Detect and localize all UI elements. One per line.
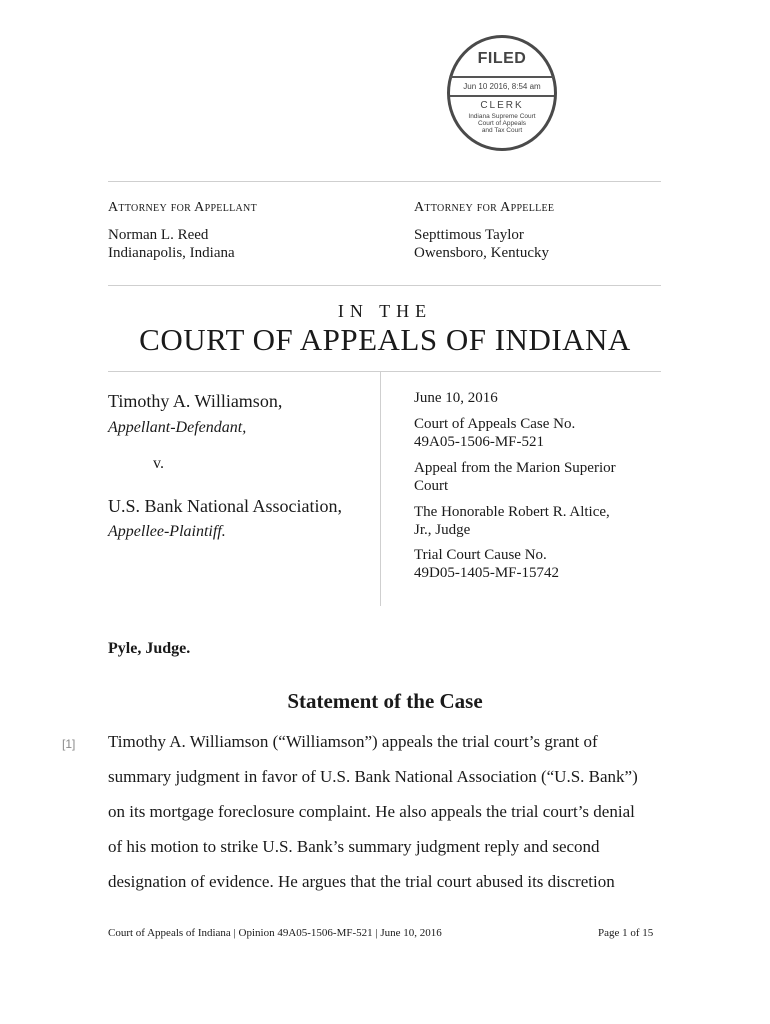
stamp-org-line: and Tax Court — [481, 127, 523, 134]
stamp-divider-bottom — [450, 95, 554, 97]
cause-number: 49D05-1405-MF-15742 — [414, 565, 559, 581]
appellant-attorney-location: Indianapolis, Indiana — [108, 245, 235, 261]
appellee-name: U.S. Bank National Association, — [108, 496, 342, 516]
section-heading: Statement of the Case — [287, 689, 483, 713]
decision-date: June 10, 2016 — [414, 390, 498, 406]
body-line: of his motion to strike U.S. Bank’s summary judgment reply and second — [108, 837, 600, 856]
appellant-role: Appellant-Defendant, — [108, 419, 247, 436]
appellee-attorney-location: Owensboro, Kentucky — [414, 245, 549, 261]
stamp-org-line: Court of Appeals — [477, 120, 527, 127]
caption-vertical-rule — [380, 372, 381, 606]
appellant-name: Timothy A. Williamson, — [108, 391, 283, 411]
appeal-from-line-2: Court — [414, 478, 449, 494]
opinion-author: Pyle, Judge. — [108, 640, 191, 657]
body-line: summary judgment in favor of U.S. Bank National Association (“U.S. Bank”) — [108, 767, 638, 786]
stamp-org-line: Indiana Supreme Court — [468, 113, 536, 120]
paragraph-number: [1] — [62, 737, 76, 751]
trial-judge-line-1: The Honorable Robert R. Altice, — [414, 504, 610, 520]
stamp-title: FILED — [477, 50, 527, 67]
trial-judge-line-2: Jr., Judge — [414, 522, 471, 538]
body-line: designation of evidence. He argues that the trial court abused its discretion — [108, 872, 615, 891]
versus: v. — [153, 455, 164, 472]
appellee-attorney-name: Septtimous Taylor — [414, 227, 524, 243]
divider-middle — [108, 285, 661, 286]
divider-top — [108, 181, 661, 182]
body-line: Timothy A. Williamson (“Williamson”) appeals the trial court’s grant of — [108, 732, 598, 751]
stamp-divider-top — [450, 76, 554, 78]
case-number-label: Court of Appeals Case No. — [414, 416, 576, 432]
case-number: 49A05-1506-MF-521 — [414, 434, 544, 450]
footer-citation: Court of Appeals of Indiana | Opinion 49A05-1506-MF-521 | June 10, 2016 — [108, 927, 442, 939]
appellant-attorney-heading: Attorney for Appellant — [108, 200, 257, 215]
body-line: on its mortgage foreclosure complaint. He also appeals the trial court’s denial — [108, 802, 635, 821]
court-name: COURT OF APPEALS OF INDIANA — [139, 322, 631, 357]
stamp-date: Jun 10 2016, 8:54 am — [463, 82, 541, 91]
stamp-clerk: CLERK — [480, 100, 524, 111]
court-preamble: IN THE — [337, 301, 433, 321]
appellant-attorney-name: Norman L. Reed — [108, 227, 209, 243]
cause-number-label: Trial Court Cause No. — [414, 547, 547, 563]
divider-caption — [108, 371, 661, 372]
stamp-org — [450, 113, 554, 134]
appeal-from-line-1: Appeal from the Marion Superior — [414, 460, 616, 476]
filed-stamp — [447, 35, 557, 151]
page-number: Page 1 of 15 — [598, 927, 654, 939]
appellee-role: Appellee-Plaintiff. — [108, 523, 226, 540]
appellee-attorney-heading: Attorney for Appellee — [414, 200, 555, 215]
